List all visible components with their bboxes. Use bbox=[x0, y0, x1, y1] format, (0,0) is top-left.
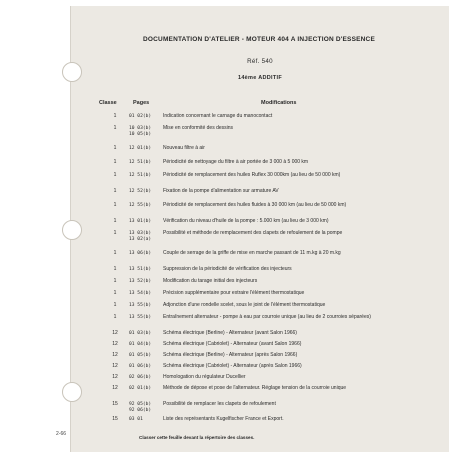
footer-note: Classer cette feuille devant la répertoire des classes. bbox=[139, 435, 255, 440]
binder-hole-middle bbox=[62, 220, 82, 240]
row-modification: Schéma électrique (Berline) - Alternateur (avant Salon 1966) bbox=[163, 330, 297, 336]
binder-hole-bottom bbox=[62, 382, 82, 402]
row-modification: Schéma électrique (Berline) - Alternateur (après Salon 1966) bbox=[163, 352, 298, 358]
row-classe: 1 bbox=[113, 188, 117, 194]
row-pages bbox=[129, 267, 161, 273]
row-classe: 15 bbox=[112, 416, 118, 422]
row-classe: 12 bbox=[112, 363, 118, 369]
row-modification: Liste des représentants Kugelfischer France et Export. bbox=[163, 416, 284, 422]
row-page-ref: 13 06(b) bbox=[129, 251, 152, 256]
document-page bbox=[70, 6, 449, 452]
row-classe: 1 bbox=[113, 218, 117, 224]
row-modification: Indication concernant le carnage du manocontact bbox=[163, 113, 273, 119]
row-pages bbox=[129, 219, 161, 225]
row-page-ref: 12 51(b) bbox=[129, 173, 152, 178]
row-modification: Vérification du niveau d'huile de la pompe : 5.000 km (au lieu de 3 000 km) bbox=[163, 218, 329, 224]
row-classe: 1 bbox=[113, 290, 117, 296]
row-page-ref: 01 04(b) bbox=[129, 342, 152, 347]
row-pages bbox=[129, 331, 161, 337]
row-pages bbox=[129, 126, 161, 137]
row-page-ref: 13 52(b) bbox=[129, 279, 152, 284]
row-modification: Nouveau filtre à air bbox=[163, 145, 205, 151]
row-modification: Entraînement alternateur - pompe à eau par courroie unique (au lieu de 2 courroies séparées) bbox=[163, 314, 371, 320]
row-classe: 1 bbox=[113, 172, 117, 178]
row-pages bbox=[129, 353, 161, 359]
row-pages bbox=[129, 402, 161, 413]
row-classe: 1 bbox=[113, 159, 117, 165]
row-page-ref: 01 05(b) bbox=[129, 353, 152, 358]
header-modifications: Modifications bbox=[261, 100, 297, 106]
row-page-ref: 01 02(b) bbox=[129, 114, 152, 119]
row-modification: Fixation de la pompe d'alimentation sur armature AV bbox=[163, 188, 279, 194]
row-pages bbox=[129, 375, 161, 381]
row-page-ref: 13 01(b) bbox=[129, 219, 152, 224]
row-page-ref: 92 05(b) bbox=[129, 402, 152, 407]
row-classe: 1 bbox=[113, 302, 117, 308]
row-page-ref: 10 05(b) bbox=[129, 131, 152, 137]
row-classe: 1 bbox=[113, 278, 117, 284]
row-modification: Couple de serrage de la griffe de mise en marche passant de 11 m.kg à 20 m.kg bbox=[163, 250, 341, 256]
row-modification: Possibilité et méthode de remplacement des clapets de refoulement de la pompe bbox=[163, 230, 343, 236]
row-page-ref: 02 06(b) bbox=[129, 375, 152, 380]
row-page-ref: 13 55(b) bbox=[129, 303, 152, 308]
row-classe: 12 bbox=[112, 352, 118, 358]
row-classe: 1 bbox=[113, 266, 117, 272]
row-pages bbox=[129, 146, 161, 152]
row-classe: 15 bbox=[112, 401, 118, 407]
row-modification: Modification du tarage initial des injecteurs bbox=[163, 278, 258, 284]
row-page-ref: 12 52(b) bbox=[129, 189, 152, 194]
row-modification: Schéma électrique (Cabriolet) - Alternateur (avant Salon 1966) bbox=[163, 341, 302, 347]
row-classe: 1 bbox=[113, 314, 117, 320]
row-page-ref: 12 51(b) bbox=[129, 160, 152, 165]
row-modification: Schéma électrique (Cabriolet) - Alternateur (après Salon 1966) bbox=[163, 363, 302, 369]
row-pages bbox=[129, 173, 161, 179]
row-pages bbox=[129, 203, 161, 209]
document-title: DOCUMENTATION D'ATELIER - MOTEUR 404 A INJECTION D'ESSENCE bbox=[143, 36, 375, 43]
row-classe: 1 bbox=[113, 125, 117, 131]
row-pages bbox=[129, 386, 161, 392]
row-pages bbox=[129, 303, 161, 309]
row-classe: 1 bbox=[113, 113, 117, 119]
row-pages bbox=[129, 417, 161, 423]
row-modification: Suppression de la périodicité de vérification des injecteurs bbox=[163, 266, 292, 272]
row-page-ref: 92 06(b) bbox=[129, 407, 152, 413]
row-modification: Périodicité de remplacement des huiles Ruflex 30 000km (au lieu de 50 000 km) bbox=[163, 172, 341, 178]
margin-number: 2-66 bbox=[56, 431, 67, 437]
row-pages bbox=[129, 342, 161, 348]
row-modification: Méthode de dépose et pose de l'alternateur. Réglage tension de la courroie unique bbox=[163, 385, 347, 391]
document-ref: Réf. 540 bbox=[247, 58, 273, 65]
row-pages bbox=[129, 315, 161, 321]
row-classe: 1 bbox=[113, 230, 117, 236]
row-modification: Homologation du régulateur Ducellier bbox=[163, 374, 246, 380]
row-page-ref: 13 55(b) bbox=[129, 315, 152, 320]
row-modification: Périodicité de nettoyage du filtre à air portée de 3 000 à 5 000 km bbox=[163, 159, 309, 165]
row-classe: 1 bbox=[113, 145, 117, 151]
row-modification: Précision supplémentaire pour extraire l'élément thermostatique bbox=[163, 290, 305, 296]
row-page-ref: 13 51(b) bbox=[129, 267, 152, 272]
row-pages bbox=[129, 231, 161, 242]
row-page-ref: 12 55(b) bbox=[129, 203, 152, 208]
row-modification: Adjonction d'une rondelle scelet, sous le joint de l'élément thermostatique bbox=[163, 302, 326, 308]
row-page-ref: 13 02(a) bbox=[129, 236, 152, 242]
row-page-ref: 01 06(b) bbox=[129, 364, 152, 369]
row-modification: Périodicité de remplacement des huiles fluides à 30 000 km (au lieu de 50 000 km) bbox=[163, 202, 347, 208]
row-classe: 1 bbox=[113, 202, 117, 208]
row-classe: 12 bbox=[112, 330, 118, 336]
row-page-ref: 13 54(b) bbox=[129, 291, 152, 296]
row-page-ref: 13 03(b) bbox=[129, 231, 152, 236]
row-pages bbox=[129, 364, 161, 370]
row-classe: 1 bbox=[113, 250, 117, 256]
header-pages: Pages bbox=[133, 100, 150, 106]
row-page-ref: 10 03(b) bbox=[129, 126, 152, 131]
row-modification: Mise en conformité des dessins bbox=[163, 125, 234, 131]
document-edition: 14ème ADDITIF bbox=[237, 75, 283, 81]
row-page-ref: 01 03(b) bbox=[129, 331, 152, 336]
row-modification: Possibilité de remplacer les clapets de refoulement bbox=[163, 401, 276, 407]
row-page-ref: 02 01(b) bbox=[129, 386, 152, 391]
row-pages bbox=[129, 291, 161, 297]
row-page-ref: 12 01(b) bbox=[129, 146, 152, 151]
row-pages bbox=[129, 160, 161, 166]
header-classe: Classe bbox=[99, 100, 117, 106]
row-classe: 12 bbox=[112, 341, 118, 347]
row-classe: 12 bbox=[112, 374, 118, 380]
row-page-ref: 03 01 bbox=[129, 417, 143, 422]
row-pages bbox=[129, 189, 161, 195]
row-pages bbox=[129, 279, 161, 285]
row-pages bbox=[129, 251, 161, 257]
row-pages bbox=[129, 114, 161, 120]
row-classe: 12 bbox=[112, 385, 118, 391]
